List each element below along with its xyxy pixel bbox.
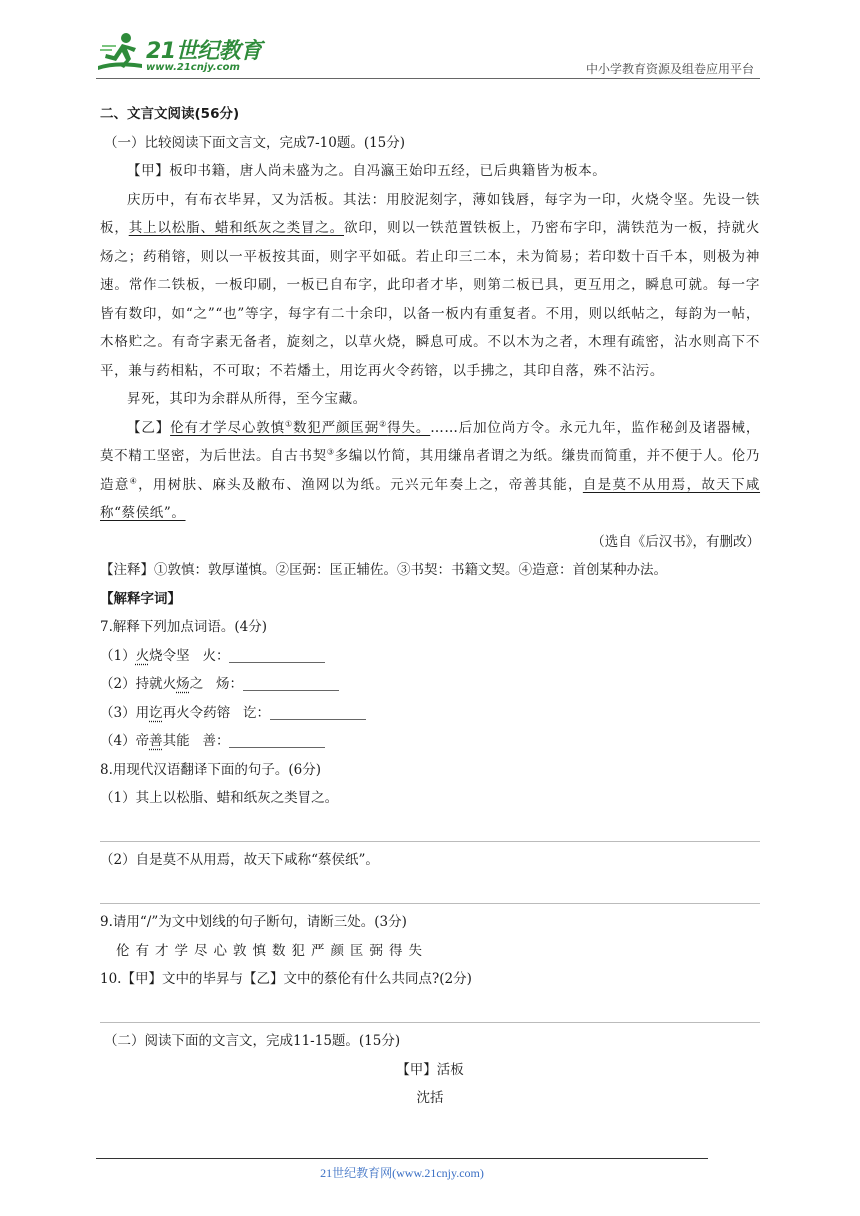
q7-4-word: 善： xyxy=(202,733,230,749)
part2-author: 沈括 xyxy=(416,1090,444,1106)
question-10: 10.【甲】文中的毕昇与【乙】文中的蔡伦有什么共同点?(2分) xyxy=(100,971,472,987)
q7-1-pre: （1） xyxy=(100,647,136,664)
answer-line[interactable] xyxy=(100,875,760,905)
yi-c: ，用树肤、麻头及敝布、渔网以为纸。元兴元年奏上之，帝善其能， xyxy=(138,476,583,493)
question-9: 9.请用“/”为文中划线的句子断句，请断三处。(3分) xyxy=(100,914,407,930)
q7-3-word: 讫： xyxy=(242,704,270,721)
q7-4-post: 其能 xyxy=(162,733,190,749)
answer-blank[interactable] xyxy=(270,703,366,720)
passage-jia-p1: 【甲】板印书籍，唐人尚未盛为之。自冯瀛王始印五经，已后典籍皆为板本。 xyxy=(127,163,607,179)
q7-2-post: 之 xyxy=(189,676,204,692)
jia-p2-a: 庆历中，有布衣毕昇，又为活板。其法：用胶泥刻字，薄如钱唇，每字为一印，火烧令坚。先设一铁板， xyxy=(100,191,760,236)
note-ref-1: ① xyxy=(284,419,293,428)
page-header xyxy=(96,30,760,82)
header-divider xyxy=(96,78,760,79)
q7-3-post: 再火令药镕 xyxy=(162,704,231,721)
jia-underlined-sentence: 其上以松脂、蜡和纸灰之类冒之。 xyxy=(128,220,345,236)
q7-4-pre: （4）帝 xyxy=(100,733,150,749)
q7-item-4 xyxy=(100,727,760,756)
yi-u3: 得失。 xyxy=(387,419,431,436)
answer-blank[interactable] xyxy=(229,731,325,748)
notes: 【注释】①敦慎：敦厚谨慎。②匡弼：匡正辅佐。③书契：书籍文契。④造意：首创某种办法。 xyxy=(100,562,667,578)
answer-blank[interactable] xyxy=(243,674,339,691)
answer-line[interactable] xyxy=(100,813,760,843)
jia-p2-b: 欲印，则以一铁范置铁板上，乃密布字印，满铁范为一板，持就火炀之；药稍镕，则以一平板按其面，则字平如砥。若止印三二本，未为简易；若印数十百千本，则极为神速。常作二铁板，一板印刷，一板已自布字，此印者才毕，则第二板已具，更互用之，瞬息可就。每一字皆有数印，如“之”“也”等字，每字有二十余印，以备一板内有重复者。不用，则以纸帖之，每韵为一帖，木格贮之。有奇字素无备者，旋刻之，以草火烧，瞬息可成。不以木为之者，木理有疏密，沾水则高下不平，兼与药相粘，不可取；不若燔土，用讫再火令药镕，以手拂之，其印自落，殊不沾污。 xyxy=(100,220,761,379)
part2-intro: （二）阅读下面的文言文，完成11-15题。(15分) xyxy=(104,1033,401,1049)
question-7: 7.解释下列加点词语。(4分) xyxy=(100,619,268,635)
q7-item-3 xyxy=(100,699,760,728)
answer-line[interactable] xyxy=(100,994,760,1024)
q7-item-1 xyxy=(100,642,760,671)
q7-1-word: 火： xyxy=(202,647,230,664)
note-ref-4: ④ xyxy=(129,476,139,485)
note-ref-3: ③ xyxy=(326,447,335,457)
q7-1-dotted-word: 火 xyxy=(135,647,150,664)
q7-2-pre: （2）持就火 xyxy=(100,676,177,692)
yi-u1: 伦有才学尽心敦慎 xyxy=(170,419,285,436)
part2-title: 【甲】活板 xyxy=(396,1061,464,1078)
yi-underlined-sentence: 自是莫不从用焉，故天下咸称“蔡侯纸”。 xyxy=(100,476,761,521)
platform-name: 中小学教育资源及组卷应用平台 xyxy=(585,62,754,76)
passage-jia-p2 xyxy=(100,186,760,386)
question-8: 8.用现代汉语翻译下面的句子。(6分) xyxy=(100,761,322,778)
document-body xyxy=(100,100,760,1113)
logo-text: 21世纪教育 xyxy=(146,39,262,64)
q7-3-dotted-word: 讫 xyxy=(149,704,163,721)
logo-url: www.21cnjy.com xyxy=(146,62,240,73)
yi-b: 多编以竹简，其用缣帛者谓之为纸。缣贵而简重，并不便于人。伦乃造意 xyxy=(100,448,760,493)
yi-label: 【乙】 xyxy=(127,419,171,436)
section-title: 二、文言文阅读(56分) xyxy=(100,106,240,122)
yi-underline-1 xyxy=(170,420,430,436)
passage-yi xyxy=(100,414,760,528)
logo xyxy=(96,30,296,78)
q7-2-word: 炀： xyxy=(215,676,243,692)
footer-link[interactable]: 21世纪教育网(www.21cnjy.com) xyxy=(320,1166,484,1180)
q8-item-1: （1）其上以松脂、蜡和纸灰之类冒之。 xyxy=(100,790,339,806)
q7-item-2 xyxy=(100,670,760,699)
q7-4-dotted-word: 善 xyxy=(149,733,163,749)
q7-1-post: 烧令坚 xyxy=(149,647,190,664)
q7-3-pre: （3）用 xyxy=(100,704,150,721)
explain-heading: 【解释字词】 xyxy=(100,590,181,607)
passage-jia-p3: 昇死，其印为余群从所得，至今宝藏。 xyxy=(127,391,367,407)
answer-blank[interactable] xyxy=(229,646,325,663)
source-citation: （选自《后汉书》，有删改） xyxy=(591,533,760,550)
part1-intro: （一）比较阅读下面文言文，完成7-10题。(15分) xyxy=(104,134,406,151)
q8-item-2: （2）自是莫不从用焉，故天下咸称“蔡侯纸”。 xyxy=(100,852,379,868)
q7-2-dotted-word: 炀 xyxy=(176,676,190,692)
yi-a: ……后加位尚方令。永元九年，监作秘剑及诸器械，莫不精工坚密，为后世法。自古书契 xyxy=(100,419,760,464)
yi-u2: 数犯严颜匡弼 xyxy=(292,419,380,436)
q9-sentence: 伦有才学尽心敦慎数犯严颜匡弼得失 xyxy=(116,942,428,959)
footer-divider xyxy=(96,1158,708,1159)
note-ref-2: ② xyxy=(379,419,388,428)
runner-logo-icon xyxy=(96,30,144,76)
